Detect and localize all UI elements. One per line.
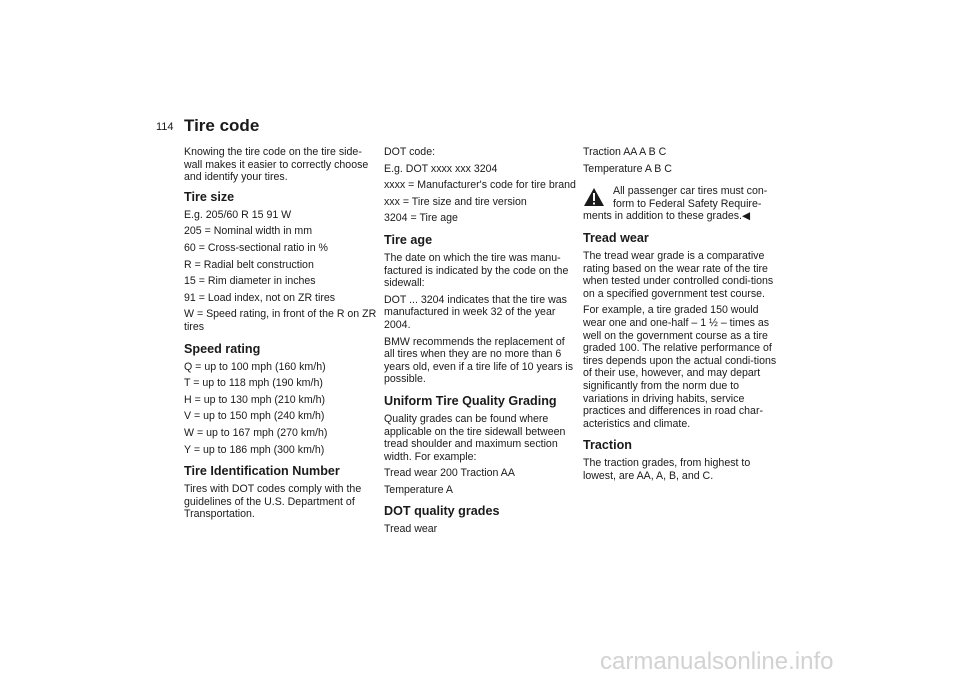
warning-triangle-icon xyxy=(583,187,605,207)
paragraph: DOT ... 3204 indicates that the tire was manufactured in week 32 of the year 2004. xyxy=(384,293,567,331)
column-2 xyxy=(384,146,578,540)
end-mark-icon: ◀ xyxy=(742,210,751,223)
heading-dot-quality-grades: DOT quality grades xyxy=(384,504,500,519)
column-1 xyxy=(184,146,378,525)
list-item: 15 = Rim diameter in inches xyxy=(184,275,316,288)
list-item: 205 = Nominal width in mm xyxy=(184,225,313,238)
paragraph: For example, a tire graded 150 would wear one and one-half – 1 ½ – times as well on the government course as a tire graded 100. The relative performance of tires depends upon the actual condi-tions of their use, however, and may depart significantly from the norm due to variations in driving habits, service practices and differences in road char-acteristics and climate. xyxy=(583,304,777,430)
list-item: Q = up to 100 mph (160 km/h) xyxy=(184,360,326,373)
heading-tread-wear: Tread wear xyxy=(583,230,649,245)
list-item: 91 = Load index, not on ZR tires xyxy=(184,291,336,304)
heading-tire-identification-number: Tire Identification Number xyxy=(184,464,340,479)
list-item: W = up to 167 mph (270 km/h) xyxy=(184,426,328,439)
list-item: R = Radial belt construction xyxy=(184,258,314,271)
paragraph: Quality grades can be found where applicable on the tire sidewall between tread shoulder and maximum section width. For example: xyxy=(384,412,566,463)
heading-uniform-tire-quality-grading: Uniform Tire Quality Grading xyxy=(384,393,557,408)
paragraph: Tread wear 200 Traction AA xyxy=(384,467,515,480)
heading-speed-rating: Speed rating xyxy=(184,341,261,356)
list-item: DOT code: xyxy=(384,146,436,158)
page-title: Tire code xyxy=(184,116,260,135)
list-item: xxx = Tire size and tire version xyxy=(384,195,527,208)
paragraph: The date on which the tire was manu-factured is indicated by the code on the sidewall: xyxy=(384,251,569,290)
list-item: xxxx = Manufacturer's code for tire brand xyxy=(384,179,576,192)
list-item: E.g. 205/60 R 15 91 W xyxy=(184,208,292,221)
warning-body: All passenger car tires must con-form to Federal Safety Require-ments in addition to these grades. xyxy=(583,185,768,223)
list-item: Temperature A B C xyxy=(583,162,672,175)
paragraph: BMW recommends the replacement of all tires when they are no more than 6 years old, even if a tire life of 10 years is possible. xyxy=(384,335,574,386)
list-item: H = up to 130 mph (210 km/h) xyxy=(184,393,326,406)
list-item: 3204 = Tire age xyxy=(384,212,458,225)
safety-warning xyxy=(583,185,777,223)
heading-tire-age: Tire age xyxy=(384,232,433,247)
tin-text: Tires with DOT codes comply with the guidelines of the U.S. Department of Transportation. xyxy=(184,483,362,521)
paragraph: Tread wear xyxy=(384,523,438,536)
list-item: E.g. DOT xxxx xxx 3204 xyxy=(384,162,498,175)
list-item: 60 = Cross-sectional ratio in % xyxy=(184,241,328,254)
paragraph: Temperature A xyxy=(384,483,453,496)
warning-text xyxy=(583,185,777,223)
page-number: 114 xyxy=(156,121,174,133)
heading-traction: Traction xyxy=(583,438,632,453)
watermark: carmanualsonline.info xyxy=(600,648,834,675)
list-item: V = up to 150 mph (240 km/h) xyxy=(184,410,325,423)
heading-tire-size: Tire size xyxy=(184,189,235,204)
list-item: T = up to 118 mph (190 km/h) xyxy=(184,377,323,390)
intro-text: Knowing the tire code on the tire side-wall makes it easier to correctly choose and identify your tires. xyxy=(184,146,369,184)
paragraph: The tread wear grade is a comparative rating based on the wear rate of the tire when tested under controlled condi-tions on a specified government test course. xyxy=(583,249,774,300)
list-item: W = Speed rating, in front of the R on ZR tires xyxy=(184,308,377,333)
column-3 xyxy=(583,146,777,486)
list-item: Traction AA A B C xyxy=(583,146,667,158)
paragraph: The traction grades, from highest to lowest, are AA, A, B, and C. xyxy=(583,457,751,482)
list-item: Y = up to 186 mph (300 km/h) xyxy=(184,443,325,456)
